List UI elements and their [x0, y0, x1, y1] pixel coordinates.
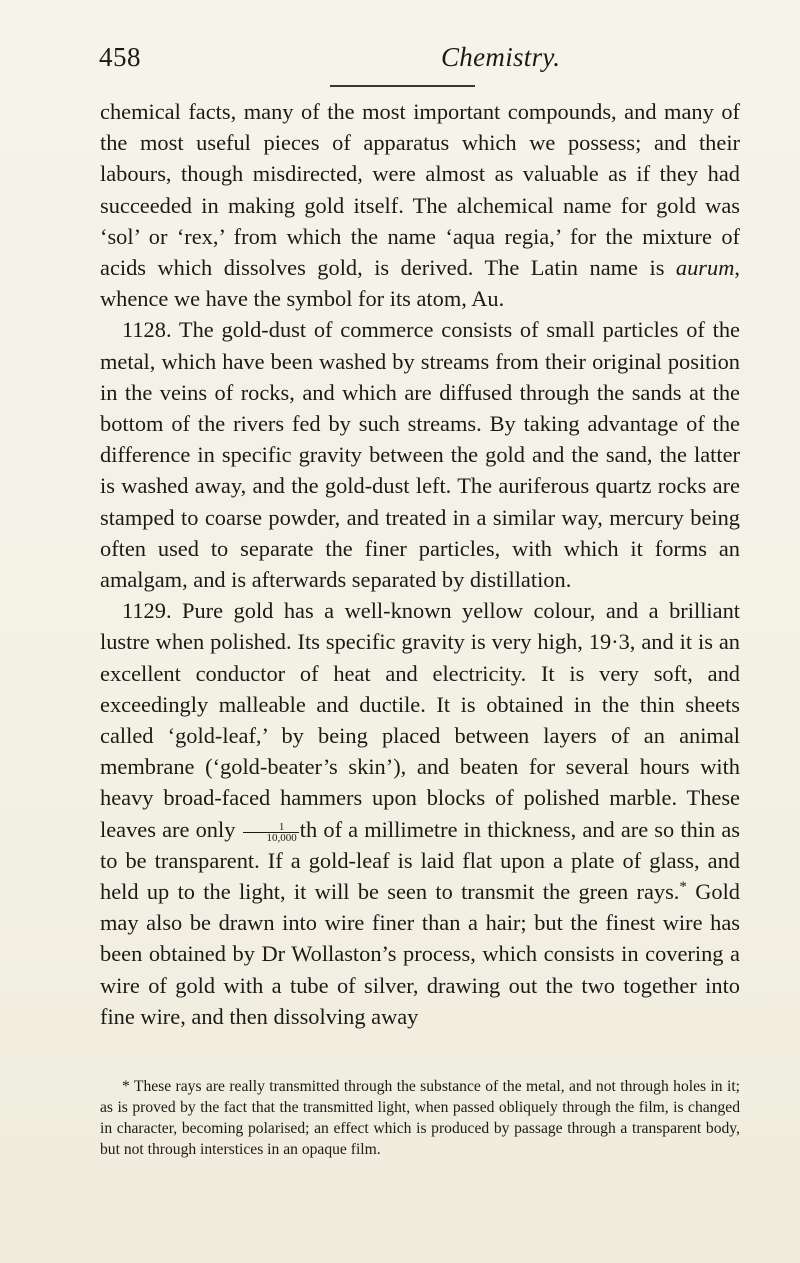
body-text [100, 96, 740, 1032]
running-head: Chemistry. [441, 42, 561, 72]
header-rule [330, 85, 475, 87]
paragraph-1129: 1129. Pure gold has a well-known yellow colour, and a brilliant lustre when polished. Its specific gravity is very high, 19·3, and it is an excellent conductor of heat and electricity. It is very soft, and exceedingly malleable and ductile. It is obtained in the thin sheets called ‘gold-leaf,’ by being placed between layers of an animal membrane (‘gold-beater’s skin’), and beaten for several hours with heavy broad-faced hammers upon blocks of polished marble. These leaves are only $\frac{1}{10,000}$ th of a millimetre in thickness, and are so thin as to be transparent. If a gold-leaf is laid flat upon a plate of glass, and held up to the light, it will be seen to transmit the green rays.* Gold may also be drawn into wire finer than a hair; but the finest wire has been obtained by Dr Wollaston’s process, which consists in covering a wire of gold with a tube of silver, drawing out the two together into fine wire, and then dissolving away [100, 598, 740, 1029]
paragraph-1128: 1128. The gold-dust of commerce consists of small particles of the metal, which have been washed by streams from their original position in the veins of rocks, and which are diffused through the sands at the bottom of the rivers fed by such streams. By taking advantage of the difference in specific gravity between the gold and the sand, the latter is washed away, and the gold-dust left. The auriferous quartz rocks are stamped to coarse powder, and treated in a similar way, mercury being often used to separate the finer particles, with which it forms an amalgam, and is afterwards separated by distillation. [100, 317, 740, 593]
footnote: * These rays are really transmitted through the substance of the metal, and not through holes in it; as is proved by the fact that the transmitted light, when passed obliquely through the film, is changed in character, becoming polarised; an effect which is produced by passage through a transparent body, but not through interstices in an opaque film. [100, 1078, 740, 1158]
paragraph-continued: chemical facts, many of the most important compounds, and many of the most useful pieces of apparatus which we possess; and their labours, though misdirected, were almost as valuable as if they had succeeded in making gold itself. The alchemical name for gold was ‘sol’ or ‘rex,’ from which the name ‘aqua regia,’ for the mixture of acids which dissolves gold, is derived. The Latin name is aurum, whence we have the symbol for its atom, Au. [100, 99, 740, 312]
latin-name: aurum [675, 255, 735, 281]
page-header [99, 42, 740, 82]
page-number: 458 [99, 42, 141, 72]
fraction: $\frac{1}{10,000}$ [243, 822, 299, 843]
footnote-marker: * [679, 879, 687, 896]
